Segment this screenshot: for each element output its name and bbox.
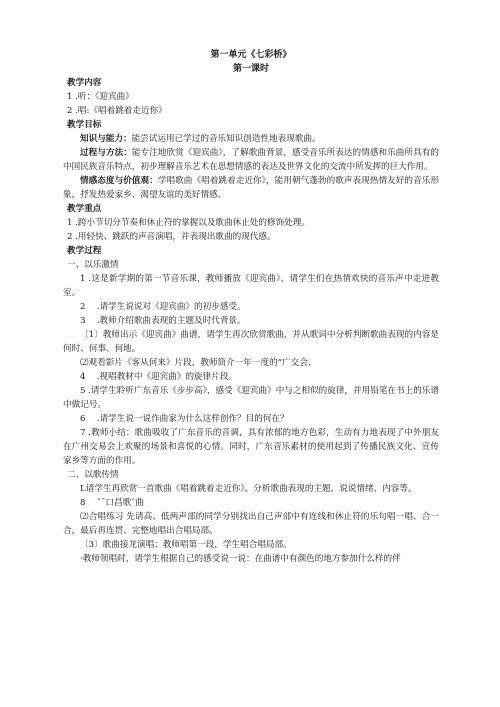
content-heading: 教学内容: [67, 78, 102, 88]
key-item-1: 1 .跨小节切分节奏和休止符的掌握以及歌曲休止处的修饰处理。: [67, 218, 310, 228]
lesson-title: 第一课时: [232, 64, 269, 74]
content-item-2: 2 .唱:《唱着跳着走近你》: [67, 106, 167, 116]
section1-item-3: 3 .教师介绍歌曲表现的主题及时代背景。: [80, 316, 246, 326]
section2-item-1: L请学生再欣赏一首歌曲《唱着跳着走近你》。分析歌曲表现的主题，说说情绪、内容等。: [80, 484, 417, 494]
section2-item-5: ·教师领唱时，请学生根据自己的感受说一说：在曲谱中有颜色的地方参加什么样的伴: [80, 554, 401, 564]
content-item-1: 1 .听：《迎宾曲》: [67, 92, 134, 102]
section2-item-3: ⑵合唱练习 先请高、低两声部的同学分别找出自己声部中有连线和休止符的乐句唱一唱、合一合，最后再连贯、完整地唱出合唱局部。: [63, 512, 439, 536]
section2-heading: 二、以歌传情: [67, 470, 119, 480]
document-page: [63, 48, 439, 566]
section1-item-4: 〔1〕教师出示《迎宾曲》曲谱，请学生再次欣赏歌曲，并从歌词中分析判断歌曲表现的内容是何时、何事、何地。: [63, 330, 439, 354]
section1-item-6: 4 .视唱教材中《迎宾曲》的旋律片段。: [80, 372, 238, 382]
section1-item-2: 2 .请学生说说对《迎宾曲》的初步感受。: [80, 302, 246, 312]
goal-emotion-text: 学唱歌曲《唱着跳着走近你》，能用朝气蓬勃的歌声表现热情友好的音乐形象，抒发热爱家乡、渴望友谊的美好情感。: [63, 176, 439, 200]
goal-process-text: 能专注地欣赏《迎宾曲》，了解歌曲背景，感受音乐所表达的情感和乐曲所具有的中国民族音乐特点，初步理解音乐艺术在思想情感的表达及世界文化的交流中所发挥的巨大作用。: [63, 148, 439, 172]
section1-item-7: 5 .请学生聆听广东音乐《步步高》，感受《迎宾曲》中与之相似的旋律，并用铅笔在书上的乐谱中做记号。: [63, 386, 439, 410]
section1-item-1: 1 .这是新学期的第一节音乐课，教师播放《迎宾曲》，请学生们在热情欢快的音乐声中走进教室。: [63, 274, 439, 298]
goal-knowledge: [63, 132, 439, 146]
section1-item-9: 7 .教师小结：歌曲吸收了广东音乐的音调，具有浓郁的地方色彩，生动有力地表现了中外朋友在广州交易会上欢聚的场景和喜悦的心情。同时，广东音乐素材的使用起到了传播民族文化、宣传家乡等方面的作用。: [63, 428, 439, 466]
process-heading: 教学过程: [67, 246, 102, 256]
unit-title: 第一单元《七彩桥》: [210, 50, 292, 60]
goal-process-label: 过程与方法：: [80, 148, 132, 158]
section1-item-8: 6 .请学生说一说作曲家为什么这样创作？目的何在？: [80, 414, 289, 424]
section1-item-5: ⑵观看影片《客从何来》片段，教师简介一年一度的“广交会、: [80, 358, 317, 368]
goal-emotion-label: 情感态度与价值观：: [80, 176, 158, 186]
section1-heading: 一、以乐激情: [67, 260, 119, 270]
goal-knowledge-label: 知识与能力：: [80, 134, 132, 144]
section2-item-4: 〔3〕歌曲接龙演唱：教师唱第一段，学生唱合唱局部。: [80, 540, 292, 550]
key-item-2: 2 .用轻快、跳跃的声音演唱，并表现出歌曲的现代感。: [67, 232, 276, 242]
goal-emotion: [63, 174, 439, 202]
section2-item-2: 8 ˆˉ口昌歌ˆ曲: [80, 498, 145, 508]
goal-knowledge-text: 能尝试运用已学过的音乐知识创造性地表现歌曲。: [131, 134, 321, 144]
key-heading: 教学重点: [67, 204, 102, 214]
goal-process: [63, 146, 439, 174]
goal-heading: 教学目标: [67, 120, 102, 130]
